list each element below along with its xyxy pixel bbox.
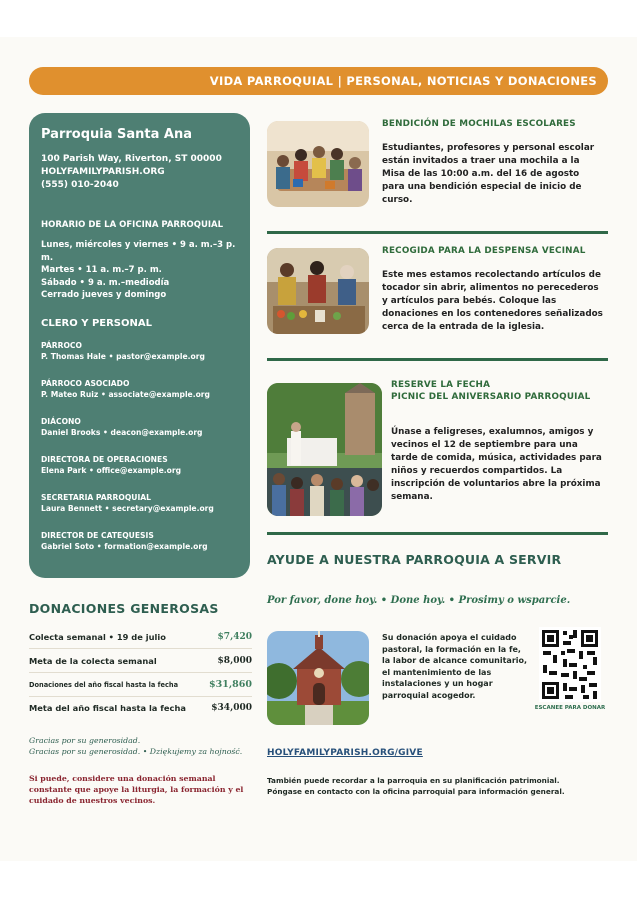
- staff-detail: P. Thomas Hale • pastor@example.org: [41, 352, 205, 361]
- clergy-heading: CLERO Y PERSONAL: [41, 318, 152, 329]
- row-divider: [29, 672, 252, 673]
- office-hours: [41, 239, 241, 302]
- donation-row: [29, 679, 252, 693]
- donation-row: [29, 632, 252, 646]
- divider: [267, 532, 608, 535]
- staff-entry: [41, 416, 246, 438]
- donation-value: $7,420: [217, 632, 252, 642]
- banner-title: VIDA PARROQUIAL | PERSONAL, NOTICIAS Y DONACIONES: [209, 74, 597, 88]
- donation-label: Meta de la colecta semanal: [29, 656, 157, 666]
- staff-role: DIÁCONO: [41, 417, 81, 426]
- story-heading: RECOGIDA PARA LA DESPENSA VECINAL: [382, 246, 586, 256]
- donation-value: $34,000: [211, 703, 252, 713]
- parish-address: 100 Parish Way, Riverton, ST 00000: [41, 154, 222, 164]
- staff-entry: [41, 492, 246, 514]
- parish-info-panel: [29, 113, 250, 578]
- weekly-giving-appeal: Si puede, considere una donación semanal constante que apoye la liturgia, la formación y el cuidado de nuestros vecinos.: [29, 774, 244, 805]
- estate-note-line: También puede recordar a la parroquia en su planificación patrimonial.: [267, 776, 560, 785]
- thank-you-note: [29, 735, 242, 757]
- staff-role: DIRECTORA DE OPERACIONES: [41, 455, 168, 464]
- picnic-photo: [267, 383, 382, 516]
- backpack-blessing-photo: [267, 121, 369, 207]
- donation-row: [29, 656, 252, 670]
- staff-detail: P. Mateo Ruiz • associate@example.org: [41, 390, 210, 399]
- row-divider: [29, 648, 252, 649]
- give-appeal-multilingual: Por favor, done hoy. • Done hoy. • Prosimy o wsparcie.: [267, 595, 571, 606]
- staff-role: PÁRROCO ASOCIADO: [41, 379, 130, 388]
- donation-value: $8,000: [217, 656, 252, 666]
- office-hours-heading: HORARIO DE LA OFICINA PARROQUIAL: [41, 220, 224, 230]
- staff-role: SECRETARIA PARROQUIAL: [41, 493, 151, 502]
- donation-qr-code[interactable]: [539, 627, 601, 702]
- story-text: Estudiantes, profesores y personal escolar están invitados a traer una mochila a la Misa de las 10:00 a.m. del 16 de agosto para una bendición especial de inicio de curso.: [382, 143, 595, 205]
- staff-entry: [41, 530, 246, 552]
- thanks-line-multilingual: Gracias por su generosidad. • Dziękujemy za hojność.: [29, 747, 243, 756]
- parish-phone: (555) 010-2040: [41, 180, 119, 190]
- story-text: Este mes estamos recolectando artículos de tocador sin abrir, alimentos no perecederos y artículos para bebés. Coloque las donaciones en los contenedores señalizados cerca de la entrada de la iglesia.: [382, 270, 603, 332]
- hours-line: Cerrado jueves y domingo: [41, 290, 167, 300]
- hours-line: Martes • 11 a. m.–7 p. m.: [41, 265, 162, 275]
- story-text: Únase a feligreses, exalumnos, amigos y vecinos el 12 de septiembre para una tarde de comida, música, actividades para niños y recuerdos compartidos. La inscripción de voluntarios abre la próxima semana.: [391, 427, 602, 502]
- staff-role: DIRECTOR DE CATEQUESIS: [41, 531, 154, 540]
- contact-note-line: Póngase en contacto con la oficina parroquial para información general.: [267, 787, 565, 796]
- donation-row: [29, 703, 252, 717]
- staff-role: PÁRROCO: [41, 341, 82, 350]
- staff-entry: [41, 340, 246, 362]
- staff-entry: [41, 454, 246, 476]
- hours-line: Lunes, miércoles y viernes • 9 a. m.–3 p. m.: [41, 240, 236, 263]
- qr-caption: ESCANEE PARA DONAR: [534, 705, 606, 711]
- divider: [267, 358, 608, 361]
- donation-label: Colecta semanal • 19 de julio: [29, 632, 166, 642]
- estate-planning-note: [267, 775, 597, 797]
- staff-detail: Daniel Brooks • deacon@example.org: [41, 428, 203, 437]
- give-heading: AYUDE A NUESTRA PARROQUIA A SERVIR: [267, 552, 562, 567]
- parish-name: Parroquia Santa Ana: [41, 127, 193, 142]
- staff-detail: Elena Park • office@example.org: [41, 466, 182, 475]
- row-divider: [29, 696, 252, 697]
- parish-website: HOLYFAMILYPARISH.ORG: [41, 167, 165, 177]
- story-heading: BENDICIÓN DE MOCHILAS ESCOLARES: [382, 119, 576, 129]
- parish-contact: [41, 153, 222, 192]
- story-heading: RESERVE LA FECHA: [391, 380, 491, 390]
- church-photo: [267, 631, 369, 725]
- donation-value: $31,860: [209, 679, 252, 690]
- story-subheading: PICNIC DEL ANIVERSARIO PARROQUIAL: [391, 392, 591, 402]
- staff-entry: [41, 378, 246, 400]
- divider: [267, 231, 608, 234]
- header-banner: [29, 67, 608, 95]
- staff-detail: Laura Bennett • secretary@example.org: [41, 504, 214, 513]
- staff-detail: Gabriel Soto • formation@example.org: [41, 542, 208, 551]
- qr-code-icon: [539, 627, 601, 702]
- donations-heading: DONACIONES GENEROSAS: [29, 601, 219, 616]
- donation-label: Meta del año fiscal hasta la fecha: [29, 703, 186, 713]
- food-drive-photo: [267, 248, 369, 334]
- hours-line: Sábado • 9 a. m.–mediodía: [41, 277, 170, 288]
- give-description: Su donación apoya el cuidado pastoral, la formación en la fe, la labor de alcance comunitario, el mantenimiento de las instalaciones y un hogar parroquial acogedor.: [382, 633, 528, 700]
- donation-label: Donaciones del año fiscal hasta la fecha: [29, 681, 179, 689]
- give-link[interactable]: HOLYFAMILYPARISH.ORG/GIVE: [267, 748, 423, 758]
- thanks-line: Gracias por su generosidad.: [29, 736, 141, 745]
